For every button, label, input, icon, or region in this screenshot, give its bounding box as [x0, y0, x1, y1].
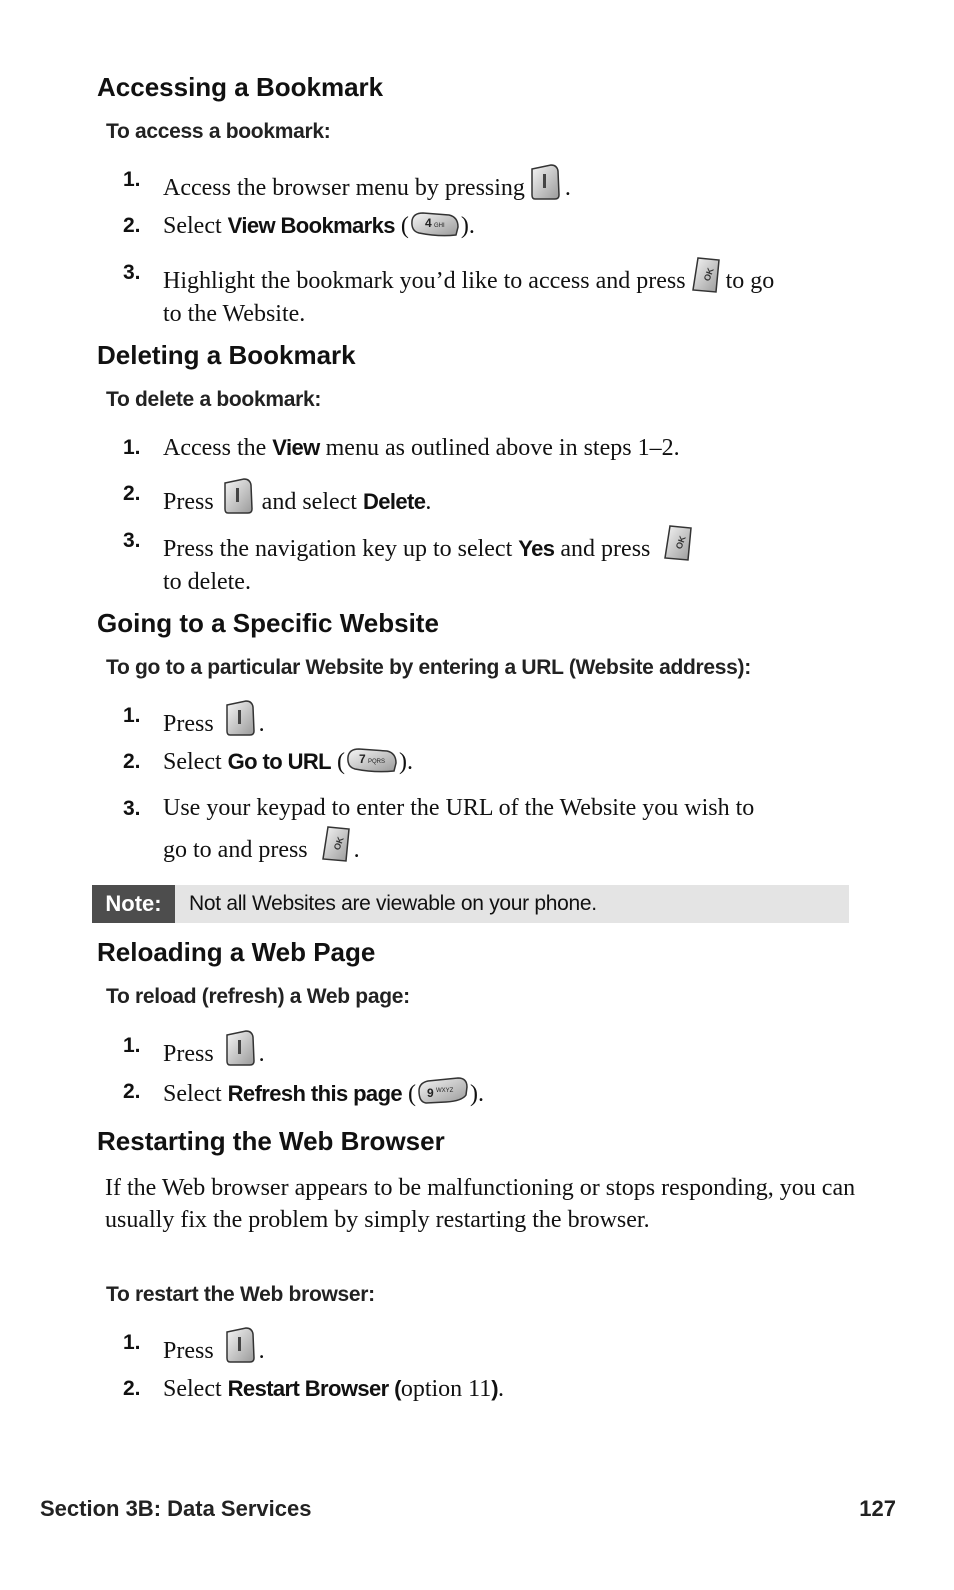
intro-restart-browser: To restart the Web browser: — [106, 1283, 375, 1306]
intro-access-bookmark: To access a bookmark: — [106, 120, 331, 143]
svg-text:WXYZ: WXYZ — [436, 1088, 454, 1094]
key-9-wxyz-icon — [416, 1075, 470, 1107]
note-label: Note: — [92, 885, 175, 923]
footer-section-title: Section 3B: Data Services — [40, 1496, 312, 1521]
menu-key-icon — [224, 699, 256, 737]
menu-key-icon — [224, 1326, 256, 1364]
heading-restarting-browser: Restarting the Web Browser — [97, 1126, 445, 1156]
note-box — [92, 885, 849, 923]
svg-text:PQRS: PQRS — [368, 759, 386, 765]
svg-text:GHI: GHI — [433, 223, 445, 229]
intro-reload-page: To reload (refresh) a Web page: — [106, 985, 410, 1008]
note-text: Not all Websites are viewable on your phone. — [189, 892, 597, 915]
refresh-page-label: Refresh this page — [227, 1081, 403, 1106]
manual-page: Accessing a Bookmark To access a bookmark: 1. Access the browser menu by pressing . 2. Select View Bookmarks ( 4 GHI ). 3. Highlight the bookmark you’d like to access and press OK to go to the Website. Deleting a Bookmark To delete a bookmark: 1. Access the View menu as outlined above in steps 1–2. 2. Press and select Delete. 3. Press the navigation key up to select Yes and press OK to delete. Going to a Specific Website To go to a particular Website by entering a URL (Website address): 1. Press . 2. Select Go to URL ( 7 PQRS ). 3. Use your keypad to enter the URL of the Website you wish to go to and press OK . Note: Not all Websites are viewable on your phone. Reloading a Web Page To reload (refresh) a Web page: 1. Press . 2. Select Refresh this page ( 9 WXYZ ). Restarting the Web Browser If the Web browser appears to be malfunctioning or stops responding, you can usually fix the problem by simply restarting the browser. To restart the Web browser: 1. Press . 2. Select Restart Browser (option 11). Section 3B: Data Services 127 — [40, 72, 896, 1521]
footer-page-number: 127 — [859, 1496, 896, 1521]
ok-key-icon — [320, 825, 352, 863]
step-number: 1. — [123, 168, 141, 191]
go-to-url-label: Go to URL — [227, 749, 331, 774]
svg-text:7: 7 — [359, 752, 366, 766]
key-4-ghi-icon — [409, 209, 461, 239]
menu-key-icon — [224, 1029, 256, 1067]
menu-key-icon — [222, 477, 254, 515]
ok-key-icon — [690, 256, 722, 294]
svg-text:OK: OK — [674, 534, 689, 551]
step-text: Access the browser menu by pressing — [163, 175, 525, 201]
heading-deleting-bookmark: Deleting a Bookmark — [97, 340, 356, 370]
ok-key-icon — [662, 524, 694, 562]
heading-accessing-bookmark: Accessing a Bookmark — [97, 72, 384, 102]
restart-browser-label: Restart Browser ( — [227, 1376, 401, 1401]
restart-paragraph: If the Web browser appears to be malfunctioning or stops responding, you can usually fix the problem by simply restarting the browser. — [105, 1175, 856, 1233]
key-7-pqrs-icon — [345, 745, 399, 775]
svg-text:9: 9 — [427, 1086, 434, 1100]
svg-text:4: 4 — [424, 216, 432, 230]
heading-going-specific-website: Going to a Specific Website — [97, 608, 439, 638]
intro-delete-bookmark: To delete a bookmark: — [106, 388, 322, 411]
menu-key-icon — [529, 163, 561, 201]
intro-go-to-website: To go to a particular Website by entering a URL (Website address): — [106, 656, 751, 679]
view-bookmarks-label: View Bookmarks — [227, 213, 395, 238]
svg-text:OK: OK — [331, 835, 346, 852]
heading-reloading-web-page: Reloading a Web Page — [97, 937, 376, 967]
svg-text:OK: OK — [701, 266, 716, 283]
